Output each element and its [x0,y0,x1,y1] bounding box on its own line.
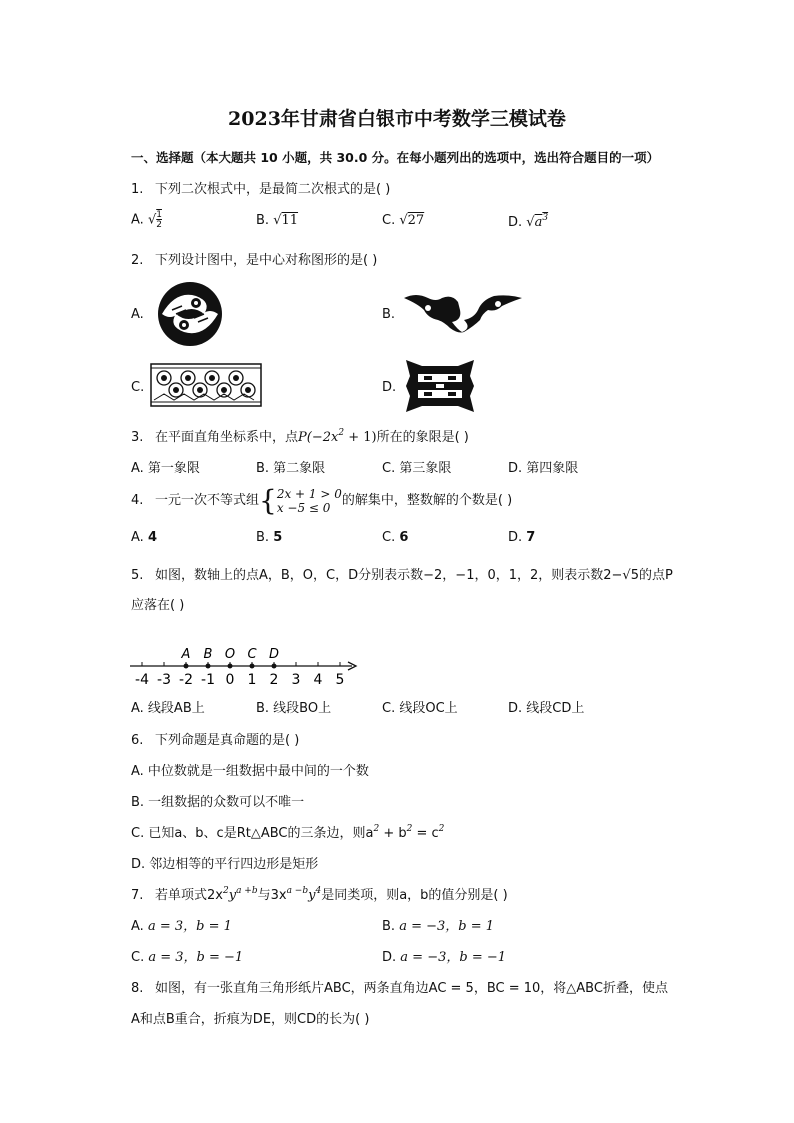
question-5-line-2: 应落在( ) [131,598,185,613]
cloud-ornament-image [402,292,524,334]
fraction [156,210,162,230]
question-number: 8. [131,981,144,996]
option-label: D. [508,215,523,230]
fish-circle-pattern-image [152,280,228,348]
question-number: 1. [131,182,144,197]
question-text: 下列命题是真命题的是( ) [155,733,300,748]
question-8-line-2: A和点B重合，折痕为DE，则CD的长为( ) [131,1012,370,1027]
option-label: B. [256,213,270,228]
radicand: 11 [281,213,299,228]
option-label: B. [382,919,396,934]
axis-point-label: C [247,647,257,662]
option-text: = c [412,826,439,841]
option-value: 6 [399,530,409,545]
question-7 [131,884,508,903]
exponent: 2 [338,428,345,438]
radicand: a [534,215,543,230]
exponent: 2 [373,824,380,834]
q5-option-d[interactable]: D. 线段CD上 [508,701,585,716]
q1-option-b[interactable] [256,213,298,228]
option-value: a = 3，b = 1 [147,919,232,934]
exponent: 2 [438,824,445,834]
option-label: D. [382,950,397,965]
question-number: 3. [131,430,144,445]
inequality-1: 2x + 1 > 0 [276,486,342,501]
question-4 [131,484,512,517]
q1-option-a[interactable] [131,210,162,230]
q2-option-a-label[interactable]: A. [131,307,144,322]
inequality-2: x −5 ≤ 0 [276,500,331,515]
dragon-ornament-image [402,358,478,414]
sqrt-symbol: √ [147,212,157,228]
circle-band-pattern-image [150,362,262,408]
option-label: D. [508,530,523,545]
q4-option-d[interactable] [508,530,535,545]
option-label: C. [131,950,145,965]
point-expression: P(−2x [298,430,339,445]
question-2 [131,249,377,268]
q5-option-b[interactable]: B. 线段BO上 [256,701,332,716]
question-text-end: 是同类项，则a，b的值分别是( ) [321,888,508,903]
brace-symbol: { [259,484,277,517]
point-expression-tail: + 1) [344,430,377,445]
exam-title: 2023年甘肃省白银市中考数学三模试卷 [228,108,566,130]
option-label: A. [131,919,144,934]
axis-tick-label: -2 [179,672,193,688]
exponent: a +b [236,886,258,896]
inequality-system [277,487,342,515]
axis-point-label: B [203,647,213,662]
q6-option-c[interactable] [131,822,444,841]
question-text: 如图，有一张直角三角形纸片ABC，两条直角边AC = 5，BC = 10，将△ABC折叠，使点 [155,981,668,996]
axis-point-marker [228,664,233,669]
q7-option-a[interactable] [131,915,232,934]
sqrt-symbol: √ [273,213,282,228]
option-label: A. [131,530,144,545]
option-label: C. [382,530,396,545]
exponent: 4 [315,886,322,896]
question-text-end: 所在的象限是( ) [376,430,469,445]
axis-tick-label: -1 [201,672,215,688]
question-8 [131,977,668,996]
sqrt-symbol: √ [399,213,408,228]
axis-point-label: D [268,647,280,662]
question-text: 若单项式2x [155,888,223,903]
question-text: 下列设计图中，是中心对称图形的是( ) [155,253,378,268]
q6-option-b[interactable]: B. 一组数据的众数可以不唯一 [131,795,305,810]
question-text: 如图，数轴上的点A，B，O，C，D分别表示数−2，−1，0，1，2，则表示数2−√5的点P [155,568,673,583]
option-label: C. [382,213,396,228]
variable: y [308,888,316,903]
question-5 [131,564,673,583]
axis-tick-label: 4 [313,672,323,688]
q6-option-d[interactable]: D. 邻边相等的平行四边形是矩形 [131,857,319,872]
option-value: 5 [273,530,283,545]
option-label: B. [256,530,270,545]
axis-tick-label: 3 [291,672,301,688]
axis-tick-label: 1 [247,672,257,688]
question-number: 5. [131,568,144,583]
axis-point-marker [206,664,211,669]
axis-tick-label: 5 [335,672,345,688]
section-heading: 一、选择题（本大题共 10 小题，共 30.0 分。在每小题列出的选项中，选出符合题目的一项） [131,150,660,165]
q5-option-c[interactable]: C. 线段OC上 [382,701,458,716]
axis-tick-label: -4 [135,672,149,688]
option-value: a = 3，b = −1 [148,950,244,965]
question-text: 与3x [257,888,287,903]
q4-option-a[interactable] [131,530,157,545]
numerator: 1 [156,210,162,220]
q7-option-c[interactable] [131,946,243,965]
q6-option-a[interactable]: A. 中位数就是一组数据中最中间的一个数 [131,764,369,779]
q3-option-a[interactable]: A. 第一象限 [131,461,200,476]
question-number: 7. [131,888,144,903]
question-text: 一元一次不等式组 [155,493,260,508]
question-text: 在平面直角坐标系中，点 [155,430,299,445]
exponent: 2 [406,824,413,834]
radicand: 27 [407,213,425,228]
sqrt-symbol: √ [526,215,535,230]
question-3 [131,426,469,445]
q7-option-d[interactable] [382,946,506,965]
variable: y [228,888,237,903]
option-value: a = −3，b = −1 [400,950,507,965]
question-number: 6. [131,733,144,748]
question-6 [131,729,299,748]
axis-point-label: A [181,647,191,662]
q2-option-b-label[interactable]: B. [382,307,396,322]
denominator: 2 [156,220,162,230]
q3-option-c[interactable]: C. 第三象限 [382,461,452,476]
question-number: 4. [131,493,144,508]
q3-option-b[interactable]: B. 第二象限 [256,461,326,476]
q3-option-d[interactable]: D. 第四象限 [508,461,579,476]
q1-option-c[interactable] [382,213,424,228]
option-value: a = −3，b = 1 [399,919,495,934]
q4-option-b[interactable] [256,530,282,545]
question-text: 下列二次根式中，是最简二次根式的是( ) [155,182,391,197]
axis-tick-label: 2 [269,672,279,688]
exponent: 3 [542,213,549,223]
axis-tick-label: -3 [157,672,171,688]
q7-option-b[interactable] [382,915,494,934]
q1-option-d[interactable] [508,213,548,230]
q2-option-c-label[interactable]: C. [131,380,145,395]
axis-tick-label: 0 [225,672,235,688]
q4-option-c[interactable] [382,530,408,545]
question-number: 2. [131,253,144,268]
option-label: A. [131,212,144,228]
axis-point-marker [184,664,189,669]
option-text: C. 已知a、b、c是Rt△ABC的三条边，则a [131,826,374,841]
axis-point-marker [272,664,277,669]
question-1 [131,178,390,197]
axis-point-marker [250,664,255,669]
exponent: 2 [222,886,229,896]
number-line-figure [126,642,362,690]
option-value: 7 [526,530,536,545]
axis-point-label: O [224,647,236,662]
option-value: 4 [147,530,157,545]
q5-option-a[interactable]: A. 线段AB上 [131,701,205,716]
question-text-end: 的解集中，整数解的个数是( ) [341,493,513,508]
exponent: a −b [286,886,309,896]
q2-option-d-label[interactable]: D. [382,380,397,395]
option-text: + b [379,826,407,841]
